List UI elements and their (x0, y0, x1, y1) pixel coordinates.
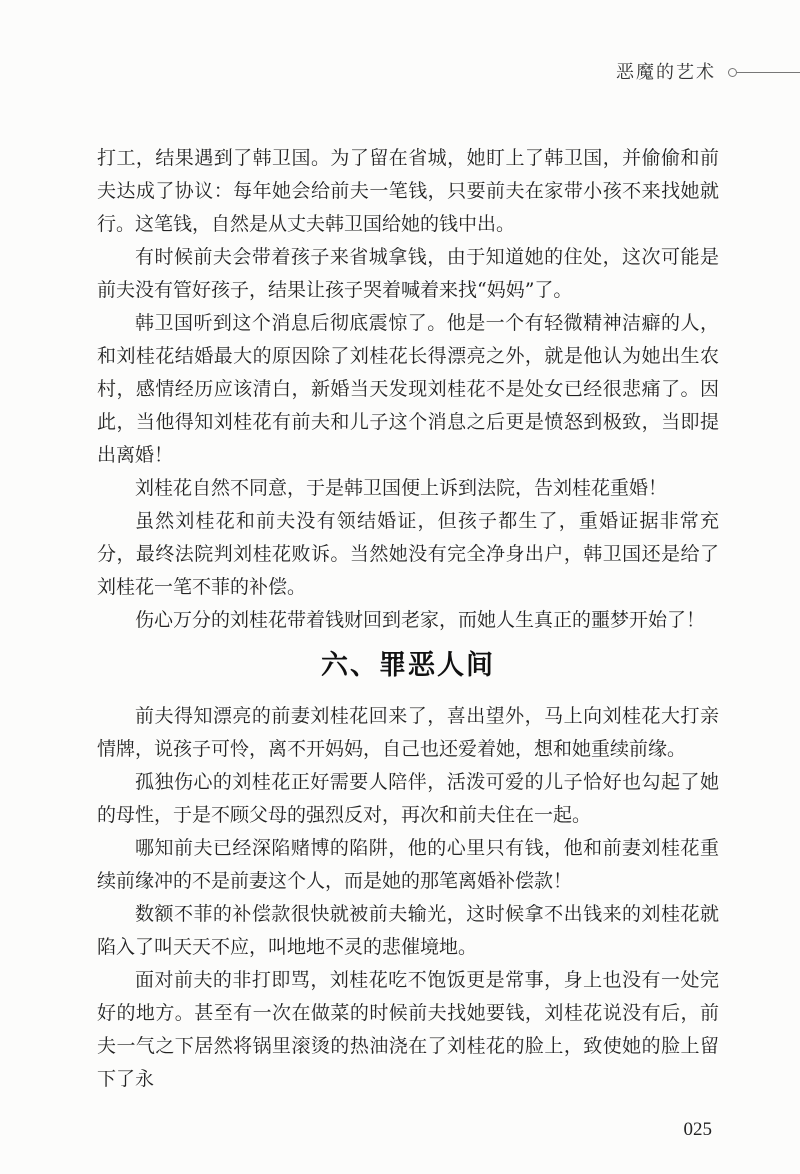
paragraph: 有时候前夫会带着孩子来省城拿钱，由于知道她的住处，这次可能是前夫没有管好孩子，结果让孩子哭着喊着来找“妈妈”了。 (97, 246, 719, 301)
paragraph: 哪知前夫已经深陷赌博的陷阱，他的心里只有钱，他和前妻刘桂花重续前缘冲的不是前妻这个人，而是她的那笔离婚补偿款！ (97, 837, 719, 892)
paragraph: 打工，结果遇到了韩卫国。为了留在省城，她盯上了韩卫国，并偷偷和前夫达成了协议：每年她会给前夫一笔钱，只要前夫在家带小孩不来找她就行。这笔钱，自然是从丈夫韩卫国给她的钱中出。 (97, 147, 719, 235)
paragraph: 数额不菲的补偿款很快就被前夫输光，这时候拿不出钱来的刘桂花就陷入了叫天天不应，叫地地不灵的悲催境地。 (97, 903, 719, 958)
header-ornament-line (728, 68, 800, 76)
paragraph: 伤心万分的刘桂花带着钱财回到老家，而她人生真正的噩梦开始了！ (135, 609, 706, 631)
paragraph: 韩卫国听到这个消息后彻底震惊了。他是一个有轻微精神洁癖的人，和刘桂花结婚最大的原因除了刘桂花长得漂亮之外，就是他认为她出生农村，感情经历应该清白，新婚当天发现刘桂花不是处女已经很悲痛了。因此，当他得知刘桂花有前夫和儿子这个消息之后更是愤怒到极致，当即提出离婚！ (97, 312, 719, 466)
body-text-top (97, 142, 719, 637)
ornament-circle-icon (728, 68, 737, 77)
page-number: 025 (683, 1119, 712, 1140)
body-text-bottom (97, 700, 719, 1096)
ornament-rule (737, 72, 800, 73)
paragraph: 虽然刘桂花和前夫没有领结婚证，但孩子都生了，重婚证据非常充分，最终法院判刘桂花败诉。当然她没有完全净身出户，韩卫国还是给了刘桂花一笔不菲的补偿。 (97, 510, 719, 598)
section-heading: 六、罪恶人间 (321, 650, 495, 681)
paragraph: 孤独伤心的刘桂花正好需要人陪伴，活泼可爱的儿子恰好也勾起了她的母性，于是不顾父母的强烈反对，再次和前夫住在一起。 (97, 771, 719, 826)
running-header-title: 恶魔的艺术 (616, 62, 716, 83)
paragraph: 刘桂花自然不同意，于是韩卫国便上诉到法院，告刘桂花重婚！ (135, 477, 668, 499)
paragraph: 面对前夫的非打即骂，刘桂花吃不饱饭更是常事，身上也没有一处完好的地方。甚至有一次在做菜的时候前夫找她要钱，刘桂花说没有后，前夫一气之下居然将锅里滚烫的热油浇在了刘桂花的脸上，致使她的脸上留下了永 (97, 969, 719, 1090)
paragraph: 前夫得知漂亮的前妻刘桂花回来了，喜出望外，马上向刘桂花大打亲情牌，说孩子可怜，离不开妈妈，自己也还爱着她，想和她重续前缘。 (97, 705, 719, 760)
